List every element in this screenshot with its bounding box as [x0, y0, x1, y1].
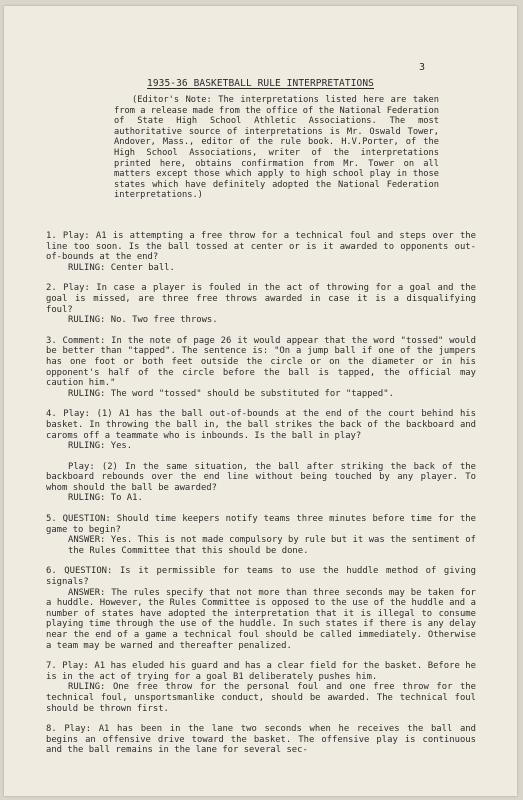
interpretation-item-6	[46, 566, 476, 651]
interpretation-item-8	[46, 724, 476, 756]
item-text: 5. QUESTION: Should time keepers notify teams three minutes before time for the game to begin?	[46, 514, 476, 535]
item-text: 8. Play: A1 has been in the lane two seconds when he receives the ball and begins an offensive drive toward the basket. The offensive play is continuous and the ball remains in the lane for several sec-	[46, 724, 476, 756]
item-text: 6. QUESTION: Is it permissible for teams to use the huddle method of giving signals?	[46, 566, 476, 588]
item-ruling: RULING: Yes.	[68, 441, 133, 452]
item-text: 2. Play: In case a player is fouled in the act of throwing for a goal and the goal is missed, are three free throws awarded in case it is a disqualifying foul?	[46, 283, 476, 315]
item-ruling: RULING: Center ball.	[68, 262, 175, 273]
interpretation-item-1	[46, 231, 476, 273]
document-page	[4, 6, 517, 796]
interpretation-item-3	[46, 336, 476, 400]
item-answer: ANSWER: Yes. This is not made compulsory by rule but it was the sentiment of the Rules Committee that this should be done.	[68, 535, 476, 556]
item-text: 7. Play: A1 has eluded his guard and has a clear field for the basket. Before he is in the act of trying for a goal B1 deliberately pushes him.	[46, 661, 476, 682]
item-ruling: RULING: No. Two free throws.	[68, 315, 218, 326]
item-text: 4. Play: (1) A1 has the ball out-of-bounds at the end of the court behind his basket. In throwing the ball in, the ball strikes the back of the backboard and caroms off a teammate who is inbounds. Is the ball in play?	[46, 409, 476, 441]
item-ruling: RULING: To A1.	[68, 493, 143, 504]
page-number: 3	[418, 62, 425, 73]
interpretation-item-7	[46, 661, 476, 714]
item-text: 3. Comment: In the note of page 26 it would appear that the word "tossed" would be better than "tapped". The sentence is: "On a jump ball if one of the jumpers has one foot or both feet outside the circle or on the diameter or in his opponent's half of the circle before the ball is tapped, the official may caution him."	[46, 335, 476, 389]
item-answer: ANSWER: The rules specify that not more than three seconds may be taken for a huddle. However, the Rules Committee is opposed to the use of the huddle and a number of states have adopted the interpretation that it is illegal to consume playing time through the use of the huddle. In such states if there is any delay near the end of a game a technical foul should be called immediately. Otherwise a team may be warned and thereafter penalized.	[46, 587, 476, 651]
interpretation-item-4-play-2	[46, 462, 476, 504]
page-title: 1935-36 BASKETBALL RULE INTERPRETATIONS	[147, 78, 374, 89]
interpretation-item-4	[46, 409, 476, 451]
item-text: 1. Play: A1 is attempting a free throw for a technical foul and steps over the line too soon. Is the ball tossed at center or is it awarded to opponents out-of-bounds at the end?	[46, 231, 476, 263]
interpretation-item-2	[46, 283, 476, 325]
item-text: Play: (2) In the same situation, the ball after striking the back of the backboard rebounds over the end line without being touched by any player. To whom should the ball be awarded?	[46, 461, 476, 493]
item-ruling: RULING: One free throw for the personal foul and one free throw for the technical foul, unsportsmanlike conduct, should be awarded. The technical foul should be thrown first.	[46, 682, 476, 714]
editors-note: (Editor's Note: The interpretations listed here are taken from a release made from the office of the National Federation of State High School Athletic Associations. The most authoritative source of interpretations is Mr. Oswald Tower, Andover, Mass., editor of the rule book. H.V.Porter, of the High School Associations, writer of the interpretations printed here, obtains confirmation from Mr. Tower on all matters except those which apply to high school play in those states which have definitely adopted the National Federation interpretations.)	[114, 95, 439, 201]
interpretations-list	[46, 231, 476, 766]
interpretation-item-5	[46, 514, 476, 556]
item-ruling: RULING: The word "tossed" should be substituted for "tapped".	[68, 388, 394, 399]
